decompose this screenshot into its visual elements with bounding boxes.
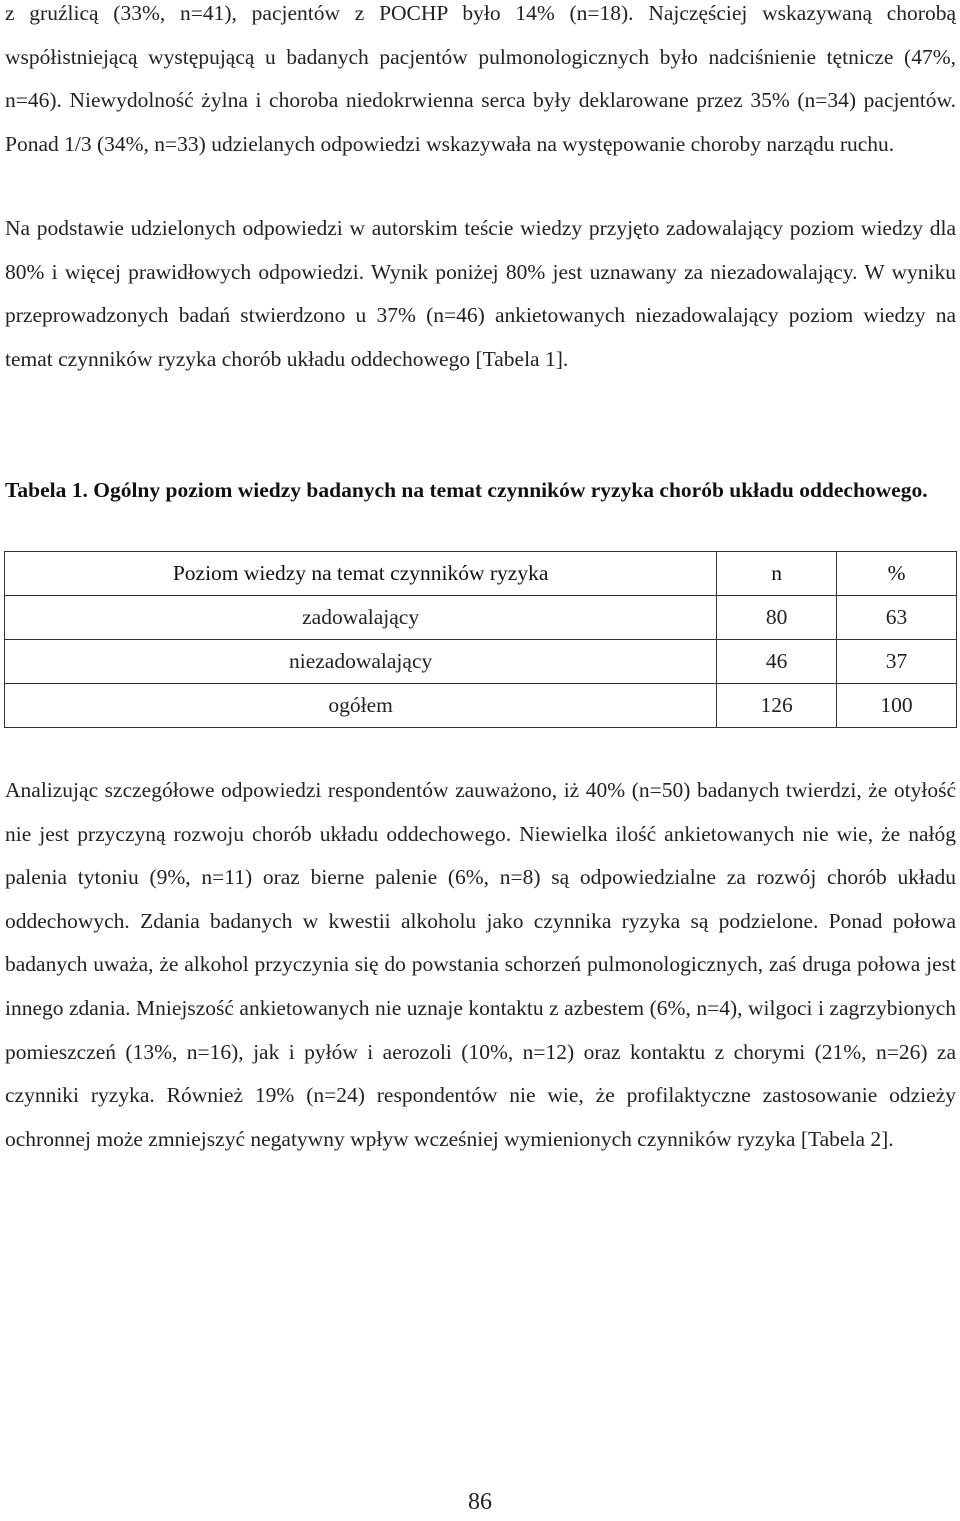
table-caption: Tabela 1. Ogólny poziom wiedzy badanych na temat czynników ryzyka chorób układu oddechowego. [5, 478, 928, 502]
table-row [5, 596, 957, 640]
table-cell: niezadowalający [5, 640, 717, 684]
page-number: 86 [468, 1489, 492, 1515]
body-paragraph-knowledge-level: Na podstawie udzielonych odpowiedzi w autorskim teście wiedzy przyjęto zadowalający poziom wiedzy dla 80% i więcej prawidłowych odpowiedzi. Wynik poniżej 80% jest uznawany za niezadowalający. W wyniku przeprowadzonych badań stwierdzono u 37% (n=46) ankietowanych niezadowalający poziom wiedzy na temat czynników ryzyka chorób układu oddechowego [Tabela 1]. [5, 216, 956, 371]
table-header-cell: n [717, 552, 837, 596]
table-cell: 46 [717, 640, 837, 684]
table-row [5, 640, 957, 684]
body-paragraph-comorbidities: z gruźlicą (33%, n=41), pacjentów z POCHP było 14% (n=18). Najczęściej wskazywaną chorobą współistniejącą występującą u badanych pacjentów pulmonologicznych było nadciśnienie tętnicze (47%, n=46). Niewydolność żylna i choroba niedokrwienna serca były deklarowane przez 35% (n=34) pacjentów. Ponad 1/3 (34%, n=33) udzielanych odpowiedzi wskazywała na występowanie choroby narządu ruchu. [5, 1, 956, 156]
table-cell: 37 [837, 640, 957, 684]
table-cell: 80 [717, 596, 837, 640]
table-header-cell: Poziom wiedzy na temat czynników ryzyka [5, 552, 717, 596]
table-cell: 100 [837, 684, 957, 728]
table-row [5, 684, 957, 728]
body-paragraph-risk-factors: Analizując szczegółowe odpowiedzi respondentów zauważono, iż 40% (n=50) badanych twierdzi, że otyłość nie jest przyczyną rozwoju chorób układu oddechowego. Niewielka ilość ankietowanych nie wie, że nałóg palenia tytoniu (9%, n=11) oraz bierne palenie (6%, n=8) są odpowiedzialne za rozwój chorób układu oddechowych. Zdania badanych w kwestii alkoholu jako czynnika ryzyka są podzielone. Ponad połowa badanych uważa, że alkohol przyczynia się do powstania schorzeń pulmonologicznych, zaś druga połowa jest innego zdania. Mniejszość ankietowanych nie uznaje kontaktu z azbestem (6%, n=4), wilgoci i zagrzybionych pomieszczeń (13%, n=16), jak i pyłów i aerozoli (10%, n=12) oraz kontaktu z chorymi (21%, n=26) za czynniki ryzyka. Również 19% (n=24) respondentów nie wie, że profilaktyczne zastosowanie odzieży ochronnej może zmniejszyć negatywny wpływ wcześniej wymienionych czynników ryzyka [Tabela 2]. [5, 778, 956, 1151]
table-cell: 63 [837, 596, 957, 640]
table-header-row [5, 552, 957, 596]
table-cell: ogółem [5, 684, 717, 728]
table-cell: 126 [717, 684, 837, 728]
table-cell: zadowalający [5, 596, 717, 640]
table-header-cell: % [837, 552, 957, 596]
knowledge-level-table [4, 551, 957, 728]
